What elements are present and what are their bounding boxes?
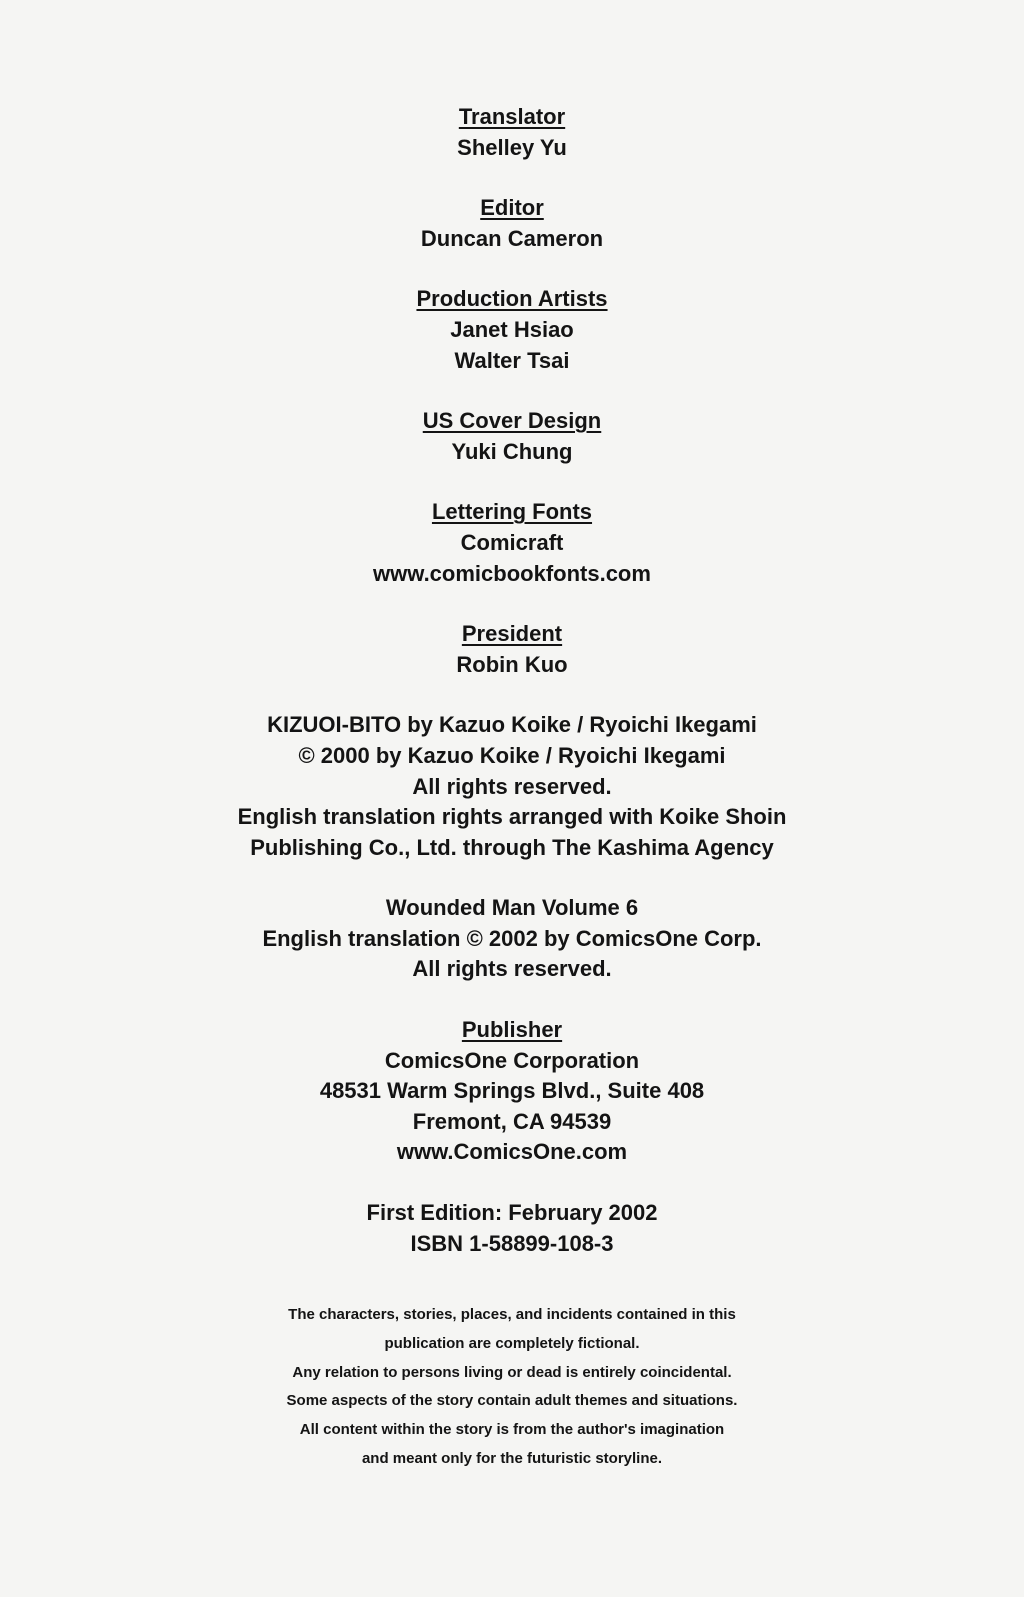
disclaimer-line: The characters, stories, places, and incidents contained in this [288,1306,736,1323]
cover-designer-name: Yuki Chung [451,438,573,464]
president-heading: President [461,621,563,647]
first-edition: First Edition: February 2002 [366,1200,658,1226]
edition-info-line: All rights reserved. [412,956,612,982]
publisher-heading: Publisher [461,1017,563,1043]
copyright-line: © 2000 by Kazuo Koike / Ryoichi Ikegami [298,742,726,768]
editor-heading: Editor [480,195,544,221]
translator-heading: Translator [458,104,566,129]
lettering-fonts-heading: Lettering Fonts [431,499,593,525]
publisher-line: 48531 Warm Springs Blvd., Suite 408 [319,1078,705,1104]
copyright-line: English translation rights arranged with Koike Shoin [237,804,787,830]
isbn: ISBN 1-58899-108-3 [410,1230,614,1256]
publisher-line: Fremont, CA 94539 [412,1108,612,1134]
president-name: Robin Kuo [456,651,568,677]
disclaimer-line: All content within the story is from the author's imagination [299,1421,725,1439]
lettering-fonts-url: www.comicbookfonts.com [373,560,651,586]
production-artist-name: Janet Hsiao [450,316,574,342]
edition-info-line: Wounded Man Volume 6 [385,895,639,921]
edition-info-line: English translation © 2002 by ComicsOne Corp. [262,925,762,951]
copyright-line: All rights reserved. [412,773,612,799]
credits-column [0,102,1024,1259]
production-artist-name: Walter Tsai [454,347,570,373]
editor-name: Duncan Cameron [420,225,604,251]
translator-name: Shelley Yu [457,134,567,160]
publisher-line: ComicsOne Corporation [384,1047,640,1073]
publisher-line: www.ComicsOne.com [396,1139,628,1165]
disclaimer-line: Any relation to persons living or dead is entirely coincidental. [292,1363,732,1381]
disclaimer-line: Some aspects of the story contain adult themes and situations. [286,1392,738,1410]
disclaimer-line: and meant only for the futuristic storyline. [361,1449,663,1467]
lettering-fonts-name: Comicraft [460,529,564,555]
copyright-line: Publishing Co., Ltd. through The Kashima Agency [250,834,774,860]
disclaimer [0,1301,1024,1474]
disclaimer-line: publication are completely fictional. [384,1334,640,1352]
production-artists-heading: Production Artists [416,286,608,312]
cover-design-heading: US Cover Design [422,408,602,434]
copyright-line: KIZUOI-BITO by Kazuo Koike / Ryoichi Ikegami [267,712,757,738]
